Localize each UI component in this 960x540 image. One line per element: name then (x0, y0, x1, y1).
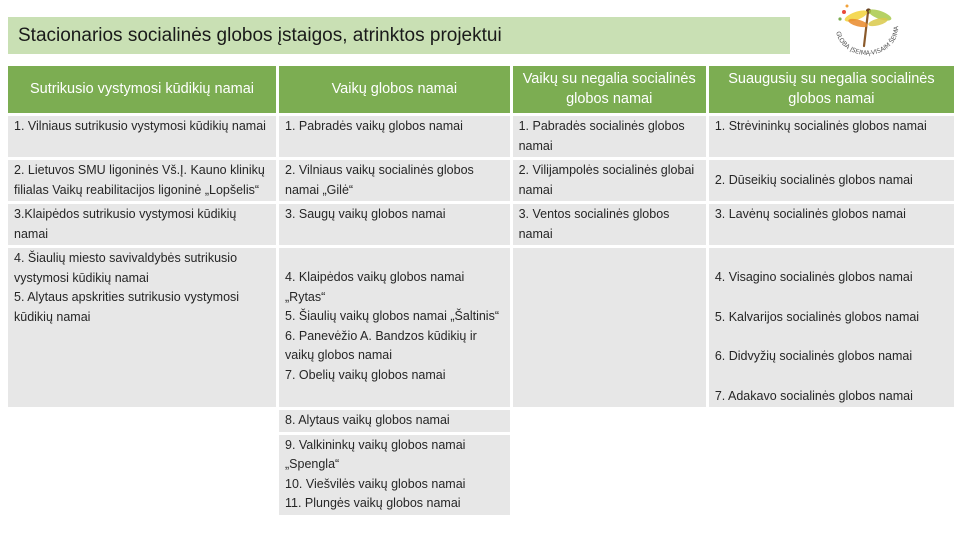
table-cell-child-care-homes (279, 410, 510, 432)
list-item: 5. Alytaus apskrities sutrikusio vystymosi kūdikių namai (14, 290, 240, 324)
list-item: 7. Adakavo socialinės globos namai (714, 388, 913, 403)
table-cell-child-care-homes (279, 248, 510, 407)
table-cell-disabled-children-homes (513, 160, 706, 201)
list-item: 1. Strėvininkų socialinės globos namai (714, 119, 927, 133)
logo (822, 2, 908, 66)
list-item: 2. Dūseikių socialinės globos namai (714, 172, 913, 187)
list-item: 1. Pabradės vaikų globos namai (285, 119, 463, 133)
list-item: 2. Vilijampolės socialinės globai namai (518, 163, 695, 197)
table-header-row (8, 66, 954, 113)
header-disabled-adults-homes: Suaugusių su negalia socialinės globos namai (709, 66, 954, 113)
table-cell-infant-homes (8, 160, 276, 201)
table-cell-disabled-adults-homes (709, 435, 954, 515)
table-cell-disabled-adults-homes (709, 248, 954, 407)
table-cell-infant-homes (8, 204, 276, 245)
table-cell-child-care-homes (279, 160, 510, 201)
page-title: Stacionarios socialinės globos įstaigos, atrinktos projektui (8, 17, 790, 54)
table-cell-disabled-adults-homes (709, 410, 954, 432)
list-item: 5. Kalvarijos socialinės globos namai (714, 309, 920, 324)
dragonfly-icon (822, 2, 908, 66)
table-row (8, 204, 954, 245)
list-item: 11. Plungės vaikų globos namai (285, 496, 461, 510)
table-row (8, 248, 954, 407)
list-item: 7. Obelių vaikų globos namai (285, 367, 446, 382)
table-cell-disabled-children-homes (513, 204, 706, 245)
logo-text: GLOBA ĮSEIMĄ-VISAIM ŠEIMA (834, 25, 901, 58)
table-row (8, 160, 954, 201)
list-item: 10. Viešvilės vaikų globos namai (285, 476, 466, 491)
list-item: 2. Lietuvos SMU ligoninės Vš.Į. Kauno klinikų filialas Vaikų reabilitacijos ligoninė „Lopšelis“ (14, 163, 265, 197)
list-item: 1. Vilniaus sutrikusio vystymosi kūdikių namai (14, 119, 266, 133)
header-infant-homes: Sutrikusio vystymosi kūdikių namai (8, 66, 276, 113)
list-item: 9. Valkininkų vaikų globos namai „Spengla“ (285, 437, 466, 471)
table-cell-disabled-children-homes (513, 248, 706, 407)
table-cell-disabled-children-homes (513, 116, 706, 157)
table-cell-infant-homes (8, 116, 276, 157)
list-item: 3. Ventos socialinės globos namai (518, 207, 670, 241)
table-cell-child-care-homes (279, 204, 510, 245)
list-item: 8. Alytaus vaikų globos namai (285, 413, 450, 427)
list-item: 1. Pabradės socialinės globos namai (518, 119, 685, 153)
institutions-table (5, 63, 957, 518)
list-item: 4. Šiaulių miesto savivaldybės sutrikusio vystymosi kūdikių namai (14, 251, 238, 285)
list-item: 2. Vilniaus vaikų socialinės globos namai „Gilė“ (285, 163, 474, 197)
list-item: 3. Saugų vaikų globos namai (285, 207, 446, 221)
table-cell-disabled-adults-homes (709, 116, 954, 157)
table-cell-disabled-adults-homes (709, 160, 954, 201)
table-cell-disabled-children-homes (513, 435, 706, 515)
list-item: 4. Visagino socialinės globos namai (714, 270, 913, 284)
list-item: 3.Klaipėdos sutrikusio vystymosi kūdikių namai (14, 207, 237, 241)
table-row (8, 116, 954, 157)
list-item: 6. Panevėžio A. Bandzos kūdikių ir vaikų globos namai (285, 328, 477, 362)
table-cell-infant-homes (8, 248, 276, 407)
list-item: 3. Lavėnų socialinės globos namai (714, 207, 906, 221)
table-cell-child-care-homes (279, 435, 510, 515)
table-cell-disabled-children-homes (513, 410, 706, 432)
table-cell-disabled-adults-homes (709, 204, 954, 245)
table-cell-child-care-homes (279, 116, 510, 157)
table-row (8, 410, 954, 432)
list-item: 4. Klaipėdos vaikų globos namai „Rytas“ (285, 270, 465, 304)
table-cell-infant-homes (8, 410, 276, 432)
header-child-care-homes: Vaikų globos namai (279, 66, 510, 113)
list-item: 6. Didvyžių socialinės globos namai (714, 349, 913, 363)
header-disabled-children-homes: Vaikų su negalia socialinės globos namai (513, 66, 706, 113)
table-row (8, 435, 954, 515)
table-cell-infant-homes (8, 435, 276, 515)
list-item: 5. Šiaulių vaikų globos namai „Šaltinis“ (285, 309, 499, 323)
